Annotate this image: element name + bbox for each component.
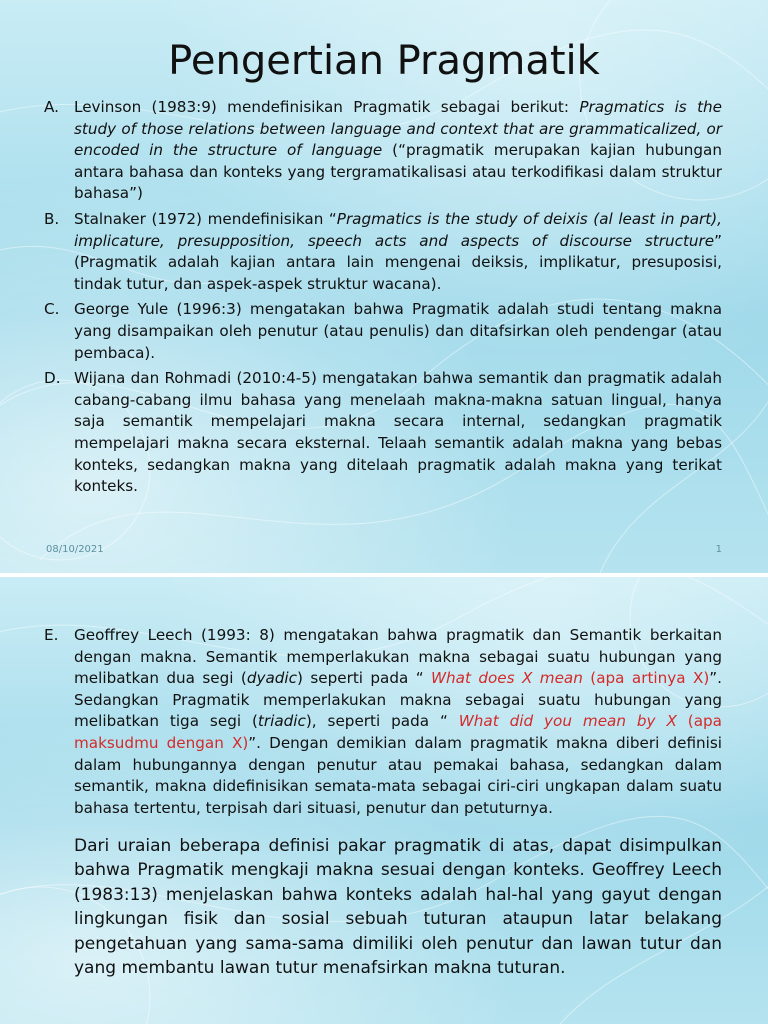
example-question-italic: What did you mean by X (458, 712, 677, 731)
item-text (74, 625, 722, 819)
list-item (44, 625, 722, 819)
item-text (74, 97, 722, 205)
item-text-italic: dyadic (246, 669, 297, 688)
conclusion-paragraph: Dari uraian beberapa definisi pakar pragmatik di atas, dapat disimpulkan bahwa Pragmatik mengkaji makna sesuai dengan konteks. Geoffrey Leech (1983:13) menjelaskan bahwa konteks adalah hal-hal yang gayut dengan lingkungan fisik dan sosial sebuah tuturan ataupun latar belakang pengetahuan yang sama-sama dimiliki oleh penutur dan lawan tutur dan yang membantu lawan tutur menafsirkan makna tuturan. (74, 836, 722, 979)
footer-date: 08/10/2021 (46, 544, 104, 555)
item-label: A. (44, 98, 59, 116)
example-question-italic: What does X mean (431, 669, 583, 688)
footer-page-number: 1 (715, 544, 722, 555)
item-text (74, 209, 722, 295)
item-text-plain: ), seperti pada “ (305, 712, 459, 731)
slide-title: Pengertian Pragmatik (168, 38, 600, 84)
item-text-plain: Geoffrey Leech (1993: 8) mengatakan bahwa pragmatik dan Semantik berkaitan dengan makna. Semantik memperlakukan makna sebagai suatu hubungan yang melibatkan dua segi ( (74, 626, 722, 688)
definition-list-continued (44, 625, 722, 823)
item-text-plain: ) seperti pada “ (296, 669, 432, 688)
item-label: B. (44, 209, 60, 228)
list-item (44, 368, 722, 498)
item-text-italic: Pragmatics is the study of deixis (al least in part), implicature, presupposition, speech acts and aspects of discourse structure (74, 209, 722, 250)
item-text-italic: triadic (257, 712, 306, 731)
item-label: C. (44, 300, 60, 319)
item-text: George Yule (1996:3) mengatakan bahwa Pragmatik adalah studi tentang makna yang disampaikan oleh penutur (atau penulis) dan ditafsirkan oleh pendengar (atau pembaca). (74, 300, 722, 362)
list-item (44, 299, 722, 364)
list-item (44, 209, 722, 295)
item-text-italic: Pragmatics is the study of those relations between language and context that are grammaticalized, or encoded in the structure of language (74, 98, 722, 160)
item-text: Wijana dan Rohmadi (2010:4-5) mengatakan bahwa semantik dan pragmatik adalah cabang-cabang ilmu bahasa yang menelaah makna-makna satuan lingual, hanya saja semantik mempelajari makna secara internal, sedangkan pragmatik mempelajari makna secara eksternal. Telaah semantik adalah makna yang bebas konteks, sedangkan makna yang ditelaah pragmatik adalah makna yang terikat konteks. (74, 369, 722, 496)
item-label: E. (44, 626, 59, 644)
item-text-plain: (“pragmatik merupakan kajian hubungan antara bahasa dan konteks yang tergramatikalisasi atau terkodifikasi dalam struktur bahasa”) (74, 141, 722, 203)
item-text-plain: ” (Pragmatik adalah kajian antara lain mengenai deiksis, implikatur, presuposisi, tindak tutur, dan aspek-aspek struktur wacana). (74, 231, 722, 293)
item-text-plain: Stalnaker (1972) mendefinisikan “ (74, 209, 337, 228)
list-item (44, 97, 722, 205)
item-text-plain: ”. Dengan demikian dalam pragmatik makna diberi definisi dalam hubungannya dengan penutur atau pemakai bahasa, sedangkan dalam semantik, makna didefinisikan semata-mata sebagai ciri-ciri ungkapan dalam suatu bahasa tertentu, terpisah dari situasi, penutur dan petuturnya. (74, 733, 722, 817)
example-translation: (apa artinya X) (582, 669, 710, 688)
item-text-plain: ”. Sedangkan Pragmatik memperlakukan makna sebagai suatu hubungan yang melibatkan tiga segi ( (74, 669, 722, 731)
definition-list (44, 97, 722, 502)
item-text-plain: Levinson (1983:9) mendefinisikan Pragmatik sebagai berikut: (74, 98, 580, 116)
example-translation: (apa maksudmu dengan X) (74, 712, 722, 752)
item-label: D. (44, 369, 61, 388)
slide-2 (0, 577, 768, 1024)
